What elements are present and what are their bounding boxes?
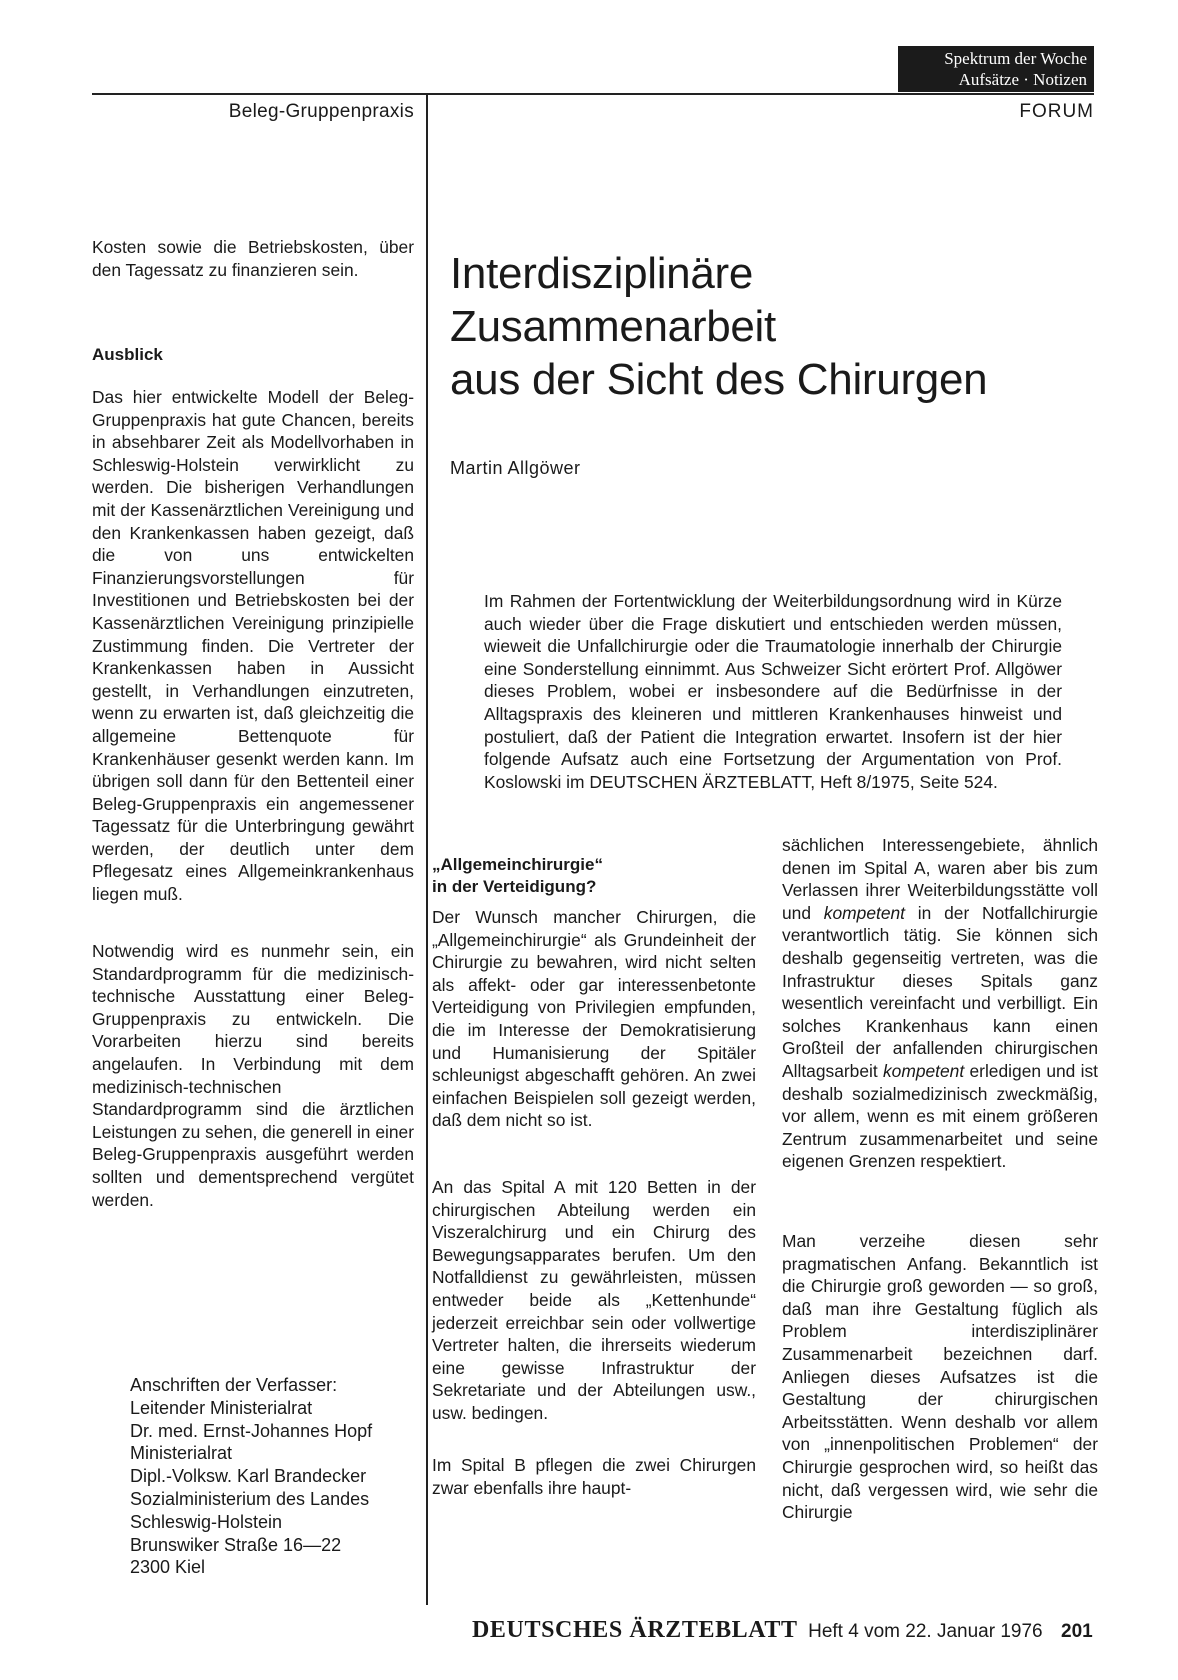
article-title bbox=[450, 247, 1090, 406]
badge-line-2: Aufsätze · Notizen bbox=[958, 70, 1087, 89]
left-para-notwendig: Notwendig wird es nunmehr sein, ein Standardprogramm für die medizinisch-technische Ausstattung einer Beleg-Gruppenpraxis zu entwickeln. Die Vorarbeiten hierzu sind bereits angelaufen. In Verbindung mit dem medizinisch-technischen Standardprogramm sind die ärztlichen Leistungen zu sehen, die generell in einer Beleg-Gruppenpraxis ausgeführt werden sollten und dementsprechend vergütet werden. bbox=[92, 941, 414, 1210]
address-line: Leitender Ministerialrat bbox=[130, 1397, 313, 1418]
subheading-allgemeinchirurgie: „Allgemeinchirurgie“ in der Verteidigung? bbox=[432, 855, 603, 896]
header-rule bbox=[92, 93, 1094, 95]
address-line: Sozialministerium des Landes bbox=[130, 1488, 370, 1509]
section-heading-ausblick: Ausblick bbox=[92, 345, 163, 364]
address-line: Schleswig-Holstein bbox=[130, 1511, 283, 1532]
title-line: Interdisziplinäre bbox=[450, 249, 754, 298]
badge-line-1: Spektrum der Woche bbox=[944, 49, 1087, 68]
left-para-top: Kosten sowie die Betriebskosten, über den Tagessatz zu finanzieren sein. bbox=[92, 237, 414, 280]
right-para-1: sächlichen Interessengebiete, ähnlich denen im Spital A, waren aber bis zum Verlassen ihrer Weiterbildungsstätte voll und kompetent in der Notfallchirurgie verantwortlich tätig. Sie können sich deshalb gegenseitig vertreten, was die Infrastruktur dieses Spitals ganz wesentlich vereinfacht und verbilligt. Ein solches Krankenhaus kann einen Großteil der anfallenden chirurgischen Alltagsarbeit kompetent erledigen und ist deshalb sozialmedizinisch zweckmäßig, vor allem, wenn es mit einem größeren Zentrum zusammenarbeitet und seine eigenen Grenzen respektiert. bbox=[782, 835, 1099, 1172]
author-address-block bbox=[130, 1374, 420, 1579]
title-line: aus der Sicht des Chirurgen bbox=[450, 355, 988, 404]
title-line: Zusammenarbeit bbox=[450, 302, 776, 351]
article-intro: Im Rahmen der Fortentwicklung der Weiterbildungsordnung wird in Kürze auch wieder über die Frage diskutiert und entschieden werden müssen, wieweit die Unfallchirurgie oder die Traumatologie innerhalb der Chirurgie eine Sonderstellung einnimmt. Aus Schweizer Sicht erörtert Prof. Allgöwer dieses Problem, wobei er insbesondere auf die Bedürfnisse in der Alltagspraxis des kleineren und mittleren Krankenhauses hinweist und postuliert, daß der Patient die Integration erwartet. Insofern ist der hier folgende Aufsatz auch eine Fortsetzung der Argumentation von Prof. Koslowski im DEUTSCHEN ÄRZTEBLATT, Heft 8/1975, Seite 524. bbox=[484, 591, 1062, 792]
mid-para-wunsch: Der Wunsch mancher Chirurgen, die „Allgemeinchirurgie“ als Grundeinheit der Chirurgie zu bewahren, wird nicht selten als affekt- oder gar interessenbetonte Verteidigung von Privilegien empfunden, die im Interesse der Demokratisierung und Humanisierung der Spitäler schleunigst abgeschafft gehören. An zwei einfachen Beispielen soll gezeigt werden, daß dem nicht so ist. bbox=[432, 907, 756, 1131]
left-para-ausblick: Das hier entwickelte Modell der Beleg-Gruppenpraxis hat gute Chancen, bereits in absehbarer Zeit als Modellvorhaben in Schleswig-Holstein verwirklicht zu werden. Die bisherigen Verhandlungen mit der Kassenärztlichen Vereinigung und den Krankenkassen haben gezeigt, daß die von uns entwickelten Finanzierungsvorstellungen für Investitionen und Betriebskosten bei der Kassenärztlichen Vereinigung prinzipielle Zustimmung finden. Die Vertreter der Krankenkassen haben in Aussicht gestellt, in Verhandlungen einzutreten, wenn zu erwarten ist, daß gleichzeitig die allgemeine Bettenquote für Krankenhäuser gesenkt werden kann. Im übrigen soll dann für den Bettenteil einer Beleg-Gruppenpraxis ein angemessener Tagessatz für die Unterbringung gewährt werden, der deutlich unter dem Pflegesatz eines Allgemeinkrankenhaus liegen muß. bbox=[92, 387, 414, 905]
article-author: Martin Allgöwer bbox=[450, 458, 581, 478]
running-head-left: Beleg-Gruppenpraxis bbox=[228, 101, 414, 122]
running-head-right: FORUM bbox=[1019, 101, 1094, 122]
column-divider bbox=[426, 93, 428, 1605]
address-line: 2300 Kiel bbox=[130, 1557, 206, 1578]
address-line: Dr. med. Ernst-Johannes Hopf bbox=[130, 1420, 373, 1441]
journal-name: DEUTSCHES ÄRZTEBLATT bbox=[472, 1617, 798, 1643]
mid-para-spital-b: Im Spital B pflegen die zwei Chirurgen zwar ebenfalls ihre haupt- bbox=[432, 1455, 756, 1498]
mid-para-spital-a: An das Spital A mit 120 Betten in der chirurgischen Abteilung werden ein Viszeralchirurg und ein Chirurg des Bewegungsapparates berufen. Um den Notfalldienst zu gewährleisten, müssen entweder beide als „Kettenhunde“ jederzeit erreichbar sein oder vollwertige Vertreter halten, die ihrerseits wiederum eine gewisse Infrastruktur der Sekretariate und der Abteilungen usw., usw. bedingen. bbox=[432, 1177, 756, 1423]
page-footer bbox=[472, 1617, 1093, 1644]
address-line: Ministerialrat bbox=[130, 1443, 233, 1464]
section-badge bbox=[898, 46, 1094, 92]
address-line: Anschriften der Verfasser: bbox=[130, 1375, 338, 1395]
issue-info: Heft 4 vom 22. Januar 1976 bbox=[808, 1621, 1043, 1642]
address-line: Brunswiker Straße 16—22 bbox=[130, 1534, 342, 1555]
address-line: Dipl.-Volksw. Karl Brandecker bbox=[130, 1466, 367, 1487]
right-para-2: Man verzeihe diesen sehr pragmatischen Anfang. Bekanntlich ist die Chirurgie groß geworden — so groß, daß man ihre Gestaltung füglich als Problem interdisziplinärer Zusammenarbeit bezeichnen darf. Anliegen dieses Aufsatzes ist die Gestaltung der chirurgischen Arbeitsstätten. Wenn deshalb vor allem von „innenpolitischen Problemen“ der Chirurgie gesprochen wird, so heißt das nicht, daß vergessen wird, wie sehr die Chirurgie bbox=[782, 1231, 1098, 1523]
page-number: 201 bbox=[1061, 1621, 1093, 1642]
